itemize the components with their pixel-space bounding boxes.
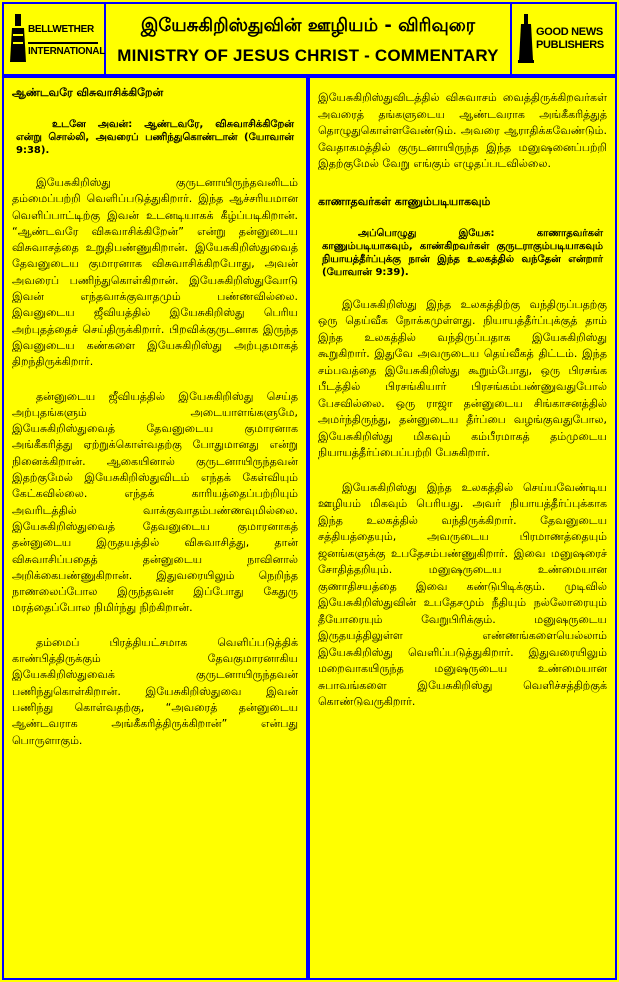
title-box [106, 4, 510, 74]
left-column [4, 78, 306, 978]
paragraph: தம்மைப் பிரத்தியட்சமாக வெளிப்படுத்திக் காண்பித்திருக்கும் தேவகுமாரனாகிய இயேசுகிறிஸ்துவைக் குருடனாயிருந்தவன் பணிந்துகொள்கிறான். இயேசுகிறிஸ்துவை இவன் பணிந்து கொள்வதற்கு, “அவரைத் தன்னுடைய ஆண்டவராக அங்கீகரித்திருக்கிறான்” என்பது பொருளாகும். [12, 635, 298, 747]
logo-right-line-2: PUBLISHERS [536, 39, 604, 51]
tamil-title: இயேசுகிறிஸ்துவின் ஊழியம் - விரிவுரை [140, 15, 476, 36]
good-news-logo-text [536, 26, 604, 52]
paragraph: இயேசுகிறிஸ்து இந்த உலகத்திற்கு வந்திருப்பதற்கு ஒரு தெய்வீக நோக்கமுள்ளது. நியாயத்தீர்ப்புக்குத் தாம் இந்த உலகத்தில் வந்திருப்பதாக இயேசுகிறிஸ்து கூறுகிறார். இதுவே அவருடைய தெய்வீகத் திட்டம். இந்த சம்பவத்தை இயேசுகிறிஸ்து கூறும்போது, ஒரு பிரசங்க பீடத்தில் பிரசங்கியார் பிரசங்கம்பண்ணுவதுபோல் பேசவில்லை. ஒரு ராஜா தன்னுடைய சிங்காசனத்தில் அமர்ந்திருந்து, தன்னுடைய தீர்ப்பை வழங்குவதுபோல, இயேசுகிறிஸ்து மிகவும் கம்பீரமாகத் தம்முடைய நியாயத்தீர்ப்பைப்பற்றி பேசுகிறார். [318, 297, 607, 459]
english-title: MINISTRY OF JESUS CHRIST - COMMENTARY [117, 46, 499, 65]
logo-divider [28, 36, 98, 44]
paragraph: தன்னுடைய ஜீவியத்தில் இயேசுகிறிஸ்து செய்த அற்புதங்களும் அடையாளங்களுமே, இயேசுகிறிஸ்துவைத் தேவனுடைய குமாரனாக அங்கீகரித்து ஏற்றுக்கொள்வதற்கு போதுமானது என்று நினைக்கிறான். ஆகையினால் குருடனாயிருந்தவன் இதற்குமேல் இயேசுகிறிஸ்துவிடம் எந்தக் கேள்வியும் கேட்கவில்லை. எந்தக் காரியத்தைப்பற்றியும் அவரிடத்தில் வாக்குவாதம்பண்ணவுமில்லை. இயேசுகிறிஸ்துவைத் தேவனுடைய குமாரனாகத் தன்னுடைய இருதயத்தில் விசுவாசித்து, தான் விசுவாசிப்பதைத் தன்னுடைய நாவினால் அறிக்கைபண்ணுகிறான். இதுவரையிலும் நெறிந்த நாணலைப்போல இருந்தவன் இப்போது கேதுரு மரத்தைப்போல நிமிர்ந்து நிற்கிறான். [12, 389, 298, 615]
bellwether-logo [10, 12, 106, 68]
paragraph: இயேசுகிறிஸ்து இந்த உலகத்தில் செய்யவேண்டிய ஊழியம் மிகவும் பெரியது. அவர் நியாயத்தீர்ப்புக்காக இந்த உலகத்தில் வந்திருக்கிறார். தேவனுடைய சத்தியத்தையும், அவருடைய பிரமாணத்தையும் ஜனங்களுக்கு உபதேசம்பண்ணுகிறார். இவை மனுஷரைச் சோதித்தறியும். மனுஷருடைய உண்மையான குணாதிசயத்தை இவை கண்டுபிடிக்கும். முடிவில் இயேசுகிறிஸ்துவின் உபதேசமும் நீதியும் நல்லோரையும் தீயோரையும் வேறுபிரிக்கும். மனுஷருடைய இருதயத்திலுள்ள எண்ணங்களையெல்லாம் இயேசுகிறிஸ்து வெளிப்படுத்துகிறார். இதுவரையிலும் மறைவாகயிருந்த மனுஷருடைய உண்மையான சுபாவங்களை இயேசுகிறிஸ்து வெளிச்சத்திற்குக் கொண்டுவருகிறார். [318, 480, 607, 708]
logo-right-line-1: GOOD NEWS [536, 26, 603, 38]
continuation-paragraph: இயேசுகிறிஸ்துவிடத்தில் விசுவாசம் வைத்திருக்கிறவர்கள் அவரைத் தங்களுடைய ஆண்டவராக அங்கீகரித்துத் தொழுதுகொள்ளவேண்டும். அவரை ஆராதிக்கவேண்டும். வேதாகமத்தில் குருடனாயிருந்த இந்த மனுஷனைப்பற்றி இதற்குமேல் வேறு எங்கும் எழுதப்படவில்லை. [318, 91, 607, 170]
bell-icon [10, 14, 26, 64]
right-column [310, 78, 615, 978]
verse-1: உடனே அவன்: ஆண்டவரே, விசுவாசிக்கிறேன் என்று சொல்லி, அவரைப் பணிந்துகொண்டான் (யோவான் 9:38). [16, 119, 294, 156]
section-title-1: ஆண்டவரே விசுவாசிக்கிறேன் [12, 86, 164, 99]
right-logo-box [512, 4, 615, 74]
verse-2: அப்பொழுது இயேசு: காணாதவர்கள் காணும்படியாகவும், காண்கிறவர்கள் குருடராகும்படியாகவும் நியாயத்தீர்ப்புக்கு நான் இந்த உலகத்தில் வந்தேன் என்றார் (யோவான் 9:39). [322, 227, 603, 278]
section-title-2: காணாதவர்கள் காணும்படியாகவும் [318, 194, 491, 208]
left-logo-box [4, 4, 104, 74]
paragraph: இயேசுகிறிஸ்து குருடனாயிருந்தவனிடம் தம்மைப்பற்றி வெளிப்படுத்துகிறார். இந்த ஆச்சரியமான வெளிப்பாட்டிற்கு இவன் உடனடியாகக் கீழ்ப்படிகிறான். “ஆண்டவரே விசுவாசிக்கிறேன்” என்று தன்னுடைய விசுவாசத்தை உறுதிபண்ணுகிறான். இயேசுகிறிஸ்துவைத் தேவனுடைய குமாரனாக விசுவாசிக்கிறபோது, அவன் அவரைப் பணிந்துகொள்கிறான். இயேசுகிறிஸ்துவோடு இவன் எந்தவாக்குவாதமும் பண்ணவில்லை. இவனுடைய ஜீவியத்தில் இயேசுகிறிஸ்து பெரிய அற்புதத்தைச் செய்திருக்கிறார். பிறவிக்குருடனாக இருந்த இவனுடைய கண்களை இயேசுகிறிஸ்து அற்புதமாகத் திறந்திருக்கிறார். [12, 176, 298, 369]
publisher-icon [518, 14, 534, 64]
logo-line-1: BELLWETHER [28, 24, 94, 35]
good-news-logo [518, 12, 608, 68]
logo-line-2: INTERNATIONAL [28, 46, 106, 57]
bellwether-logo-text [28, 24, 105, 58]
